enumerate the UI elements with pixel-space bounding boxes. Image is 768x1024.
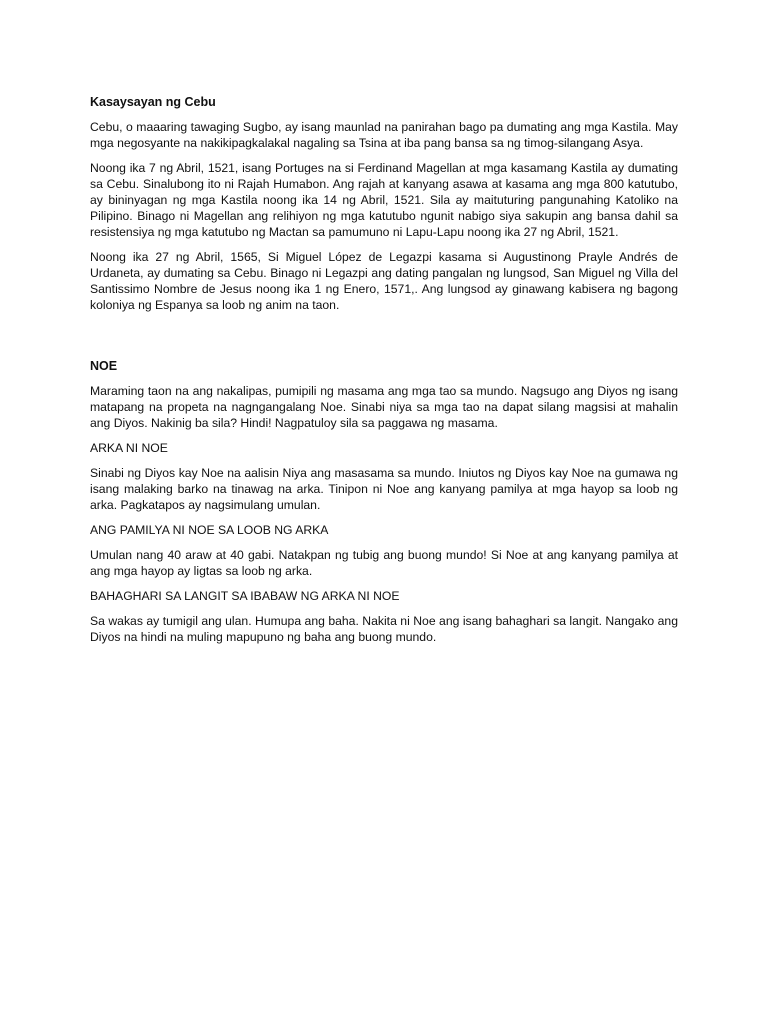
subsection-text-arka: Sinabi ng Diyos kay Noe na aalisin Niya ang masasama sa mundo. Iniutos ng Diyos kay Noe na gumawa ng isang malaking barko na tinawag na arka. Tinipon ni Noe ang kanyang pamilya at mga hayop sa loob ng arka. Pagkatapos ay nagsimulang umulan. bbox=[90, 466, 678, 512]
cebu-paragraph-1: Cebu, o maaaring tawaging Sugbo, ay isang maunlad na panirahan bago pa dumating ang mga Kastila. May mga negosyante na nakikipagkalakal nagaling sa Tsina at iba pang bansa sa ng timog-silangang Asya. bbox=[90, 120, 678, 150]
subsection-text-bahaghari: Sa wakas ay tumigil ang ulan. Humupa ang baha. Nakita ni Noe ang isang bahaghari sa langit. Nangako ang Diyos na hindi na muling mapupuno ng baha ang buong mundo. bbox=[90, 614, 678, 644]
subsection-heading-bahaghari: BAHAGHARI SA LANGIT SA IBABAW NG ARKA NI NOE bbox=[90, 589, 400, 603]
noe-title: NOE bbox=[90, 359, 118, 373]
cebu-paragraph-3: Noong ika 27 ng Abril, 1565, Si Miguel López de Legazpi kasama si Augustinong Prayle Andrés de Urdaneta, ay dumating sa Cebu. Binago ni Legazpi ang dating pangalan ng lungsod, San Miguel ng Villa del Santissimo Nombre de Jesus noong ika 1 ng Enero, 1571,. Ang lungsod ay ginawang kabisera ng bagong koloniya ng Espanya sa loob ng anim na taon. bbox=[90, 250, 678, 312]
cebu-title: Kasaysayan ng Cebu bbox=[90, 95, 216, 109]
subsection-heading-pamilya: ANG PAMILYA NI NOE SA LOOB NG ARKA bbox=[90, 523, 329, 537]
subsection-text-pamilya: Umulan nang 40 araw at 40 gabi. Natakpan ng tubig ang buong mundo! Si Noe at ang kanyang pamilya at ang mga hayop ay ligtas sa loob ng arka. bbox=[90, 548, 678, 578]
section-spacer bbox=[90, 322, 678, 358]
noe-intro-paragraph: Maraming taon na ang nakalipas, pumipili ng masama ang mga tao sa mundo. Nagsugo ang Diyos ng isang matapang na propeta na nagngangalang Noe. Sinabi niya sa mga tao na dapat silang magsisi at mahalin ang Diyos. Nakinig ba sila? Hindi! Nagpatuloy sila sa paggawa ng masama. bbox=[90, 384, 678, 430]
document-page bbox=[90, 94, 678, 654]
cebu-paragraph-2: Noong ika 7 ng Abril, 1521, isang Portuges na si Ferdinand Magellan at mga kasamang Kastila ay dumating sa Cebu. Sinalubong ito ni Rajah Humabon. Ang rajah at kanyang asawa at kasama ang mga 800 katutubo, ay bininyagan ng mga Kastila noong ika 14 ng Abril, 1521. Sila ay maituturing pangunahing Katoliko na Pilipino. Binago ni Magellan ang relihiyon ng mga katutubo ngunit nabigo siya sakupin ang bansa dahil sa resistensiya ng mga katutubo ng Mactan sa pamumuno ni Lapu-Lapu noong ika 27 ng Abril, 1521. bbox=[90, 161, 678, 239]
subsection-heading-arka: ARKA NI NOE bbox=[90, 441, 168, 455]
